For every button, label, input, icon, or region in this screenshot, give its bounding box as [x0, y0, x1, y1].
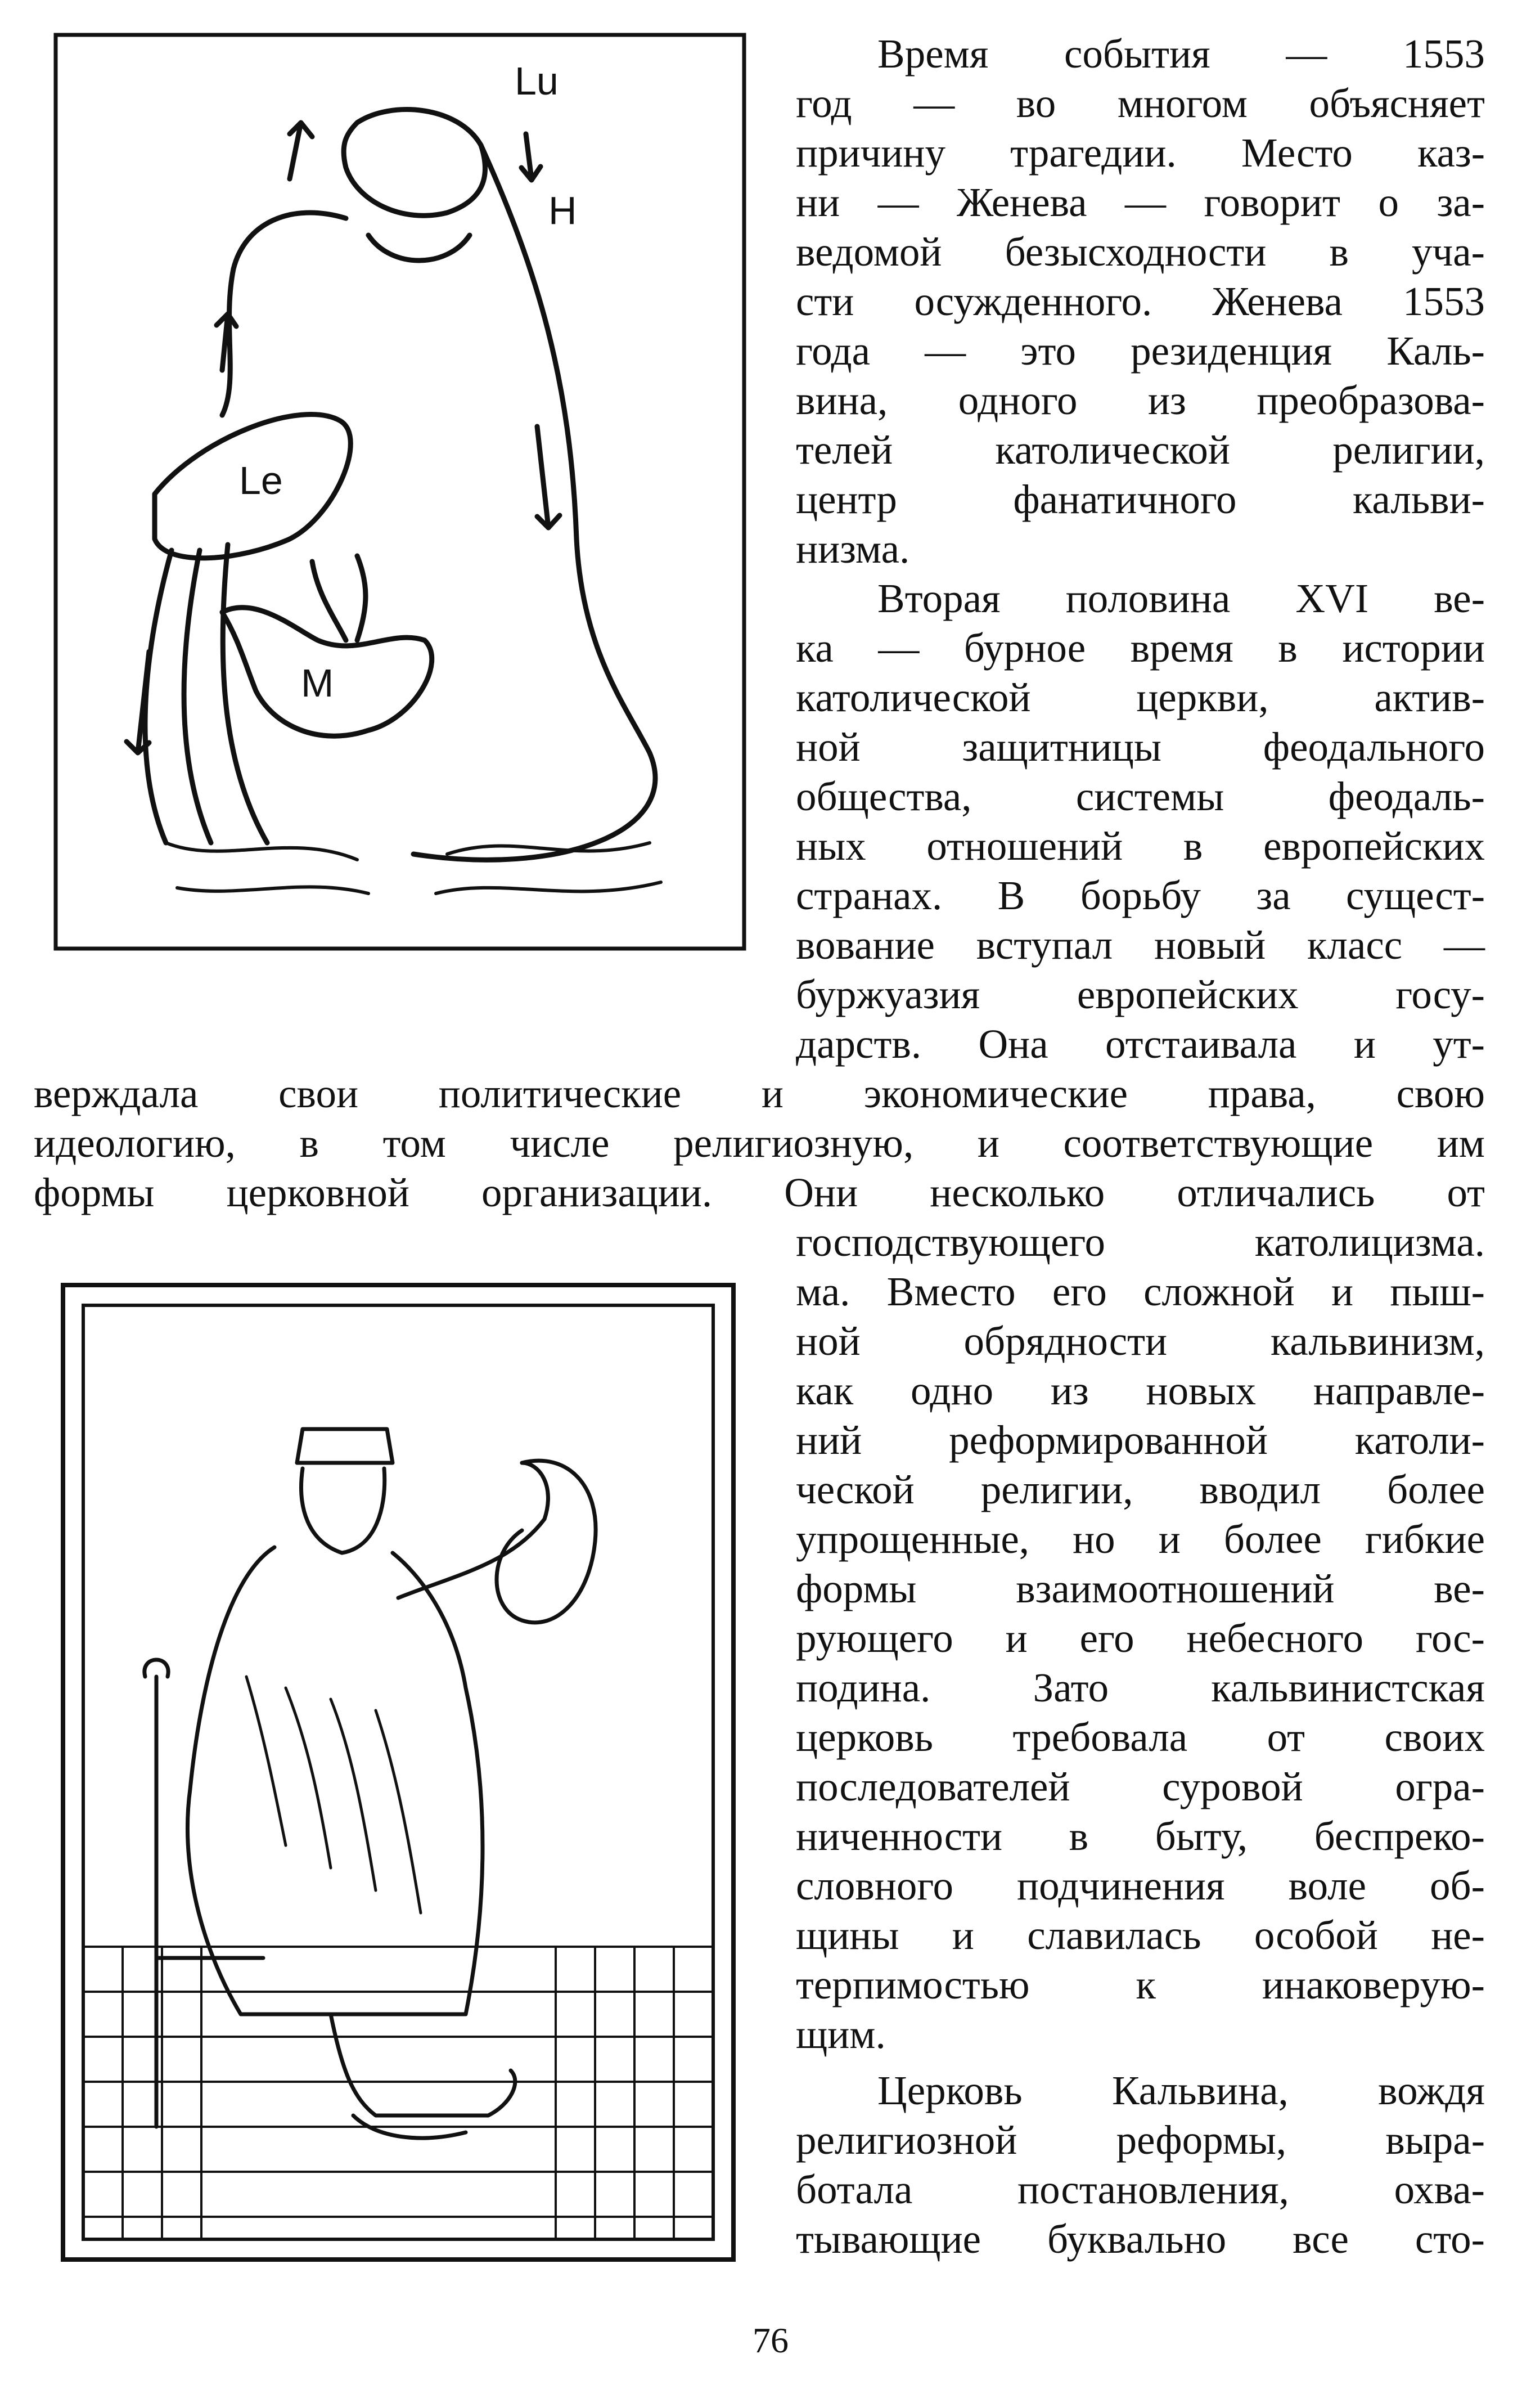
text-line: ной обрядности кальвинизм,: [796, 1318, 1485, 1364]
text-line: рующего и его небесного гос-: [796, 1615, 1485, 1661]
text-line: Время события — 1553: [877, 31, 1485, 77]
text-line: щины и славилась особой не-: [796, 1912, 1485, 1958]
label-lu: Lu: [515, 59, 559, 103]
text-line: года — это резиденция Каль-: [796, 328, 1485, 374]
text-line: причину трагедии. Место каз-: [796, 130, 1485, 176]
text-line: телей католической религии,: [796, 427, 1485, 473]
text-line: верждала свои политические и экономические права, свою: [34, 1071, 1485, 1116]
seated-figure-illustration: [61, 1283, 736, 2262]
text-line: религиозной реформы, выра-: [796, 2117, 1485, 2163]
page-number: 76: [753, 2320, 789, 2360]
text-line: вина, одного из преобразова-: [796, 378, 1485, 423]
text-line: ма. Вместо его сложной и пыш-: [796, 1269, 1485, 1314]
text-line: ческой религии, вводил более: [796, 1467, 1485, 1512]
circulation-diagram-figure: [53, 33, 746, 951]
text-line: ка — бурное время в истории: [796, 625, 1485, 671]
circulation-diagram-drawing: [53, 33, 746, 951]
text-line: формы взаимоотношений ве-: [796, 1566, 1485, 1611]
text-line: тывающие буквально все сто-: [796, 2216, 1485, 2262]
text-line: общества, системы феодаль-: [796, 774, 1485, 819]
text-line: низма.: [796, 526, 910, 572]
text-line: ний реформированной католи-: [796, 1417, 1485, 1463]
text-line: словного подчинения воле об-: [796, 1863, 1485, 1908]
text-line: Вторая половина XVI ве-: [877, 576, 1485, 621]
text-line: ведомой безысходности в уча-: [796, 229, 1485, 275]
text-line: ной защитницы феодального: [796, 724, 1485, 770]
text-line: подина. Зато кальвинистская: [796, 1665, 1485, 1710]
text-line: дарств. Она отстаивала и ут-: [796, 1021, 1485, 1067]
text-line: упрощенные, но и более гибкие: [796, 1516, 1485, 1562]
text-line: католической церкви, актив-: [796, 675, 1485, 720]
text-line: последователей суровой огра-: [796, 1764, 1485, 1809]
text-line: сти осужденного. Женева 1553: [796, 279, 1485, 324]
text-line: буржуазия европейских госу-: [796, 972, 1485, 1017]
text-line: год — во многом объясняет: [796, 80, 1485, 126]
label-m: M: [301, 661, 334, 705]
text-line: центр фанатичного кальви-: [796, 477, 1485, 522]
label-le: Le: [239, 459, 283, 502]
seated-figure-drawing: [61, 1283, 736, 2262]
text-line: церковь требовала от своих: [796, 1714, 1485, 1760]
text-line: ботала постановления, охва-: [796, 2167, 1485, 2212]
text-line: ни — Женева — говорит о за-: [796, 179, 1485, 225]
text-line: странах. В борьбу за сущест-: [796, 873, 1485, 918]
text-line: господствующего католицизма.: [796, 1219, 1485, 1265]
text-line: ных отношений в европейских: [796, 823, 1485, 869]
label-h: H: [548, 188, 577, 232]
text-line: вование вступал новый класс —: [796, 922, 1485, 968]
text-line: формы церковной организации. Они несколько отличались от: [34, 1170, 1485, 1215]
text-line: Церковь Кальвина, вождя: [877, 2068, 1485, 2113]
text-line: идеологию, в том числе религиозную, и соответствующие им: [34, 1120, 1485, 1166]
text-line: ниченности в быту, беспреко-: [796, 1813, 1485, 1859]
text-line: щим.: [796, 2011, 886, 2057]
text-line: как одно из новых направле-: [796, 1368, 1485, 1413]
text-line: терпимостью к инаковерую-: [796, 1962, 1485, 2007]
